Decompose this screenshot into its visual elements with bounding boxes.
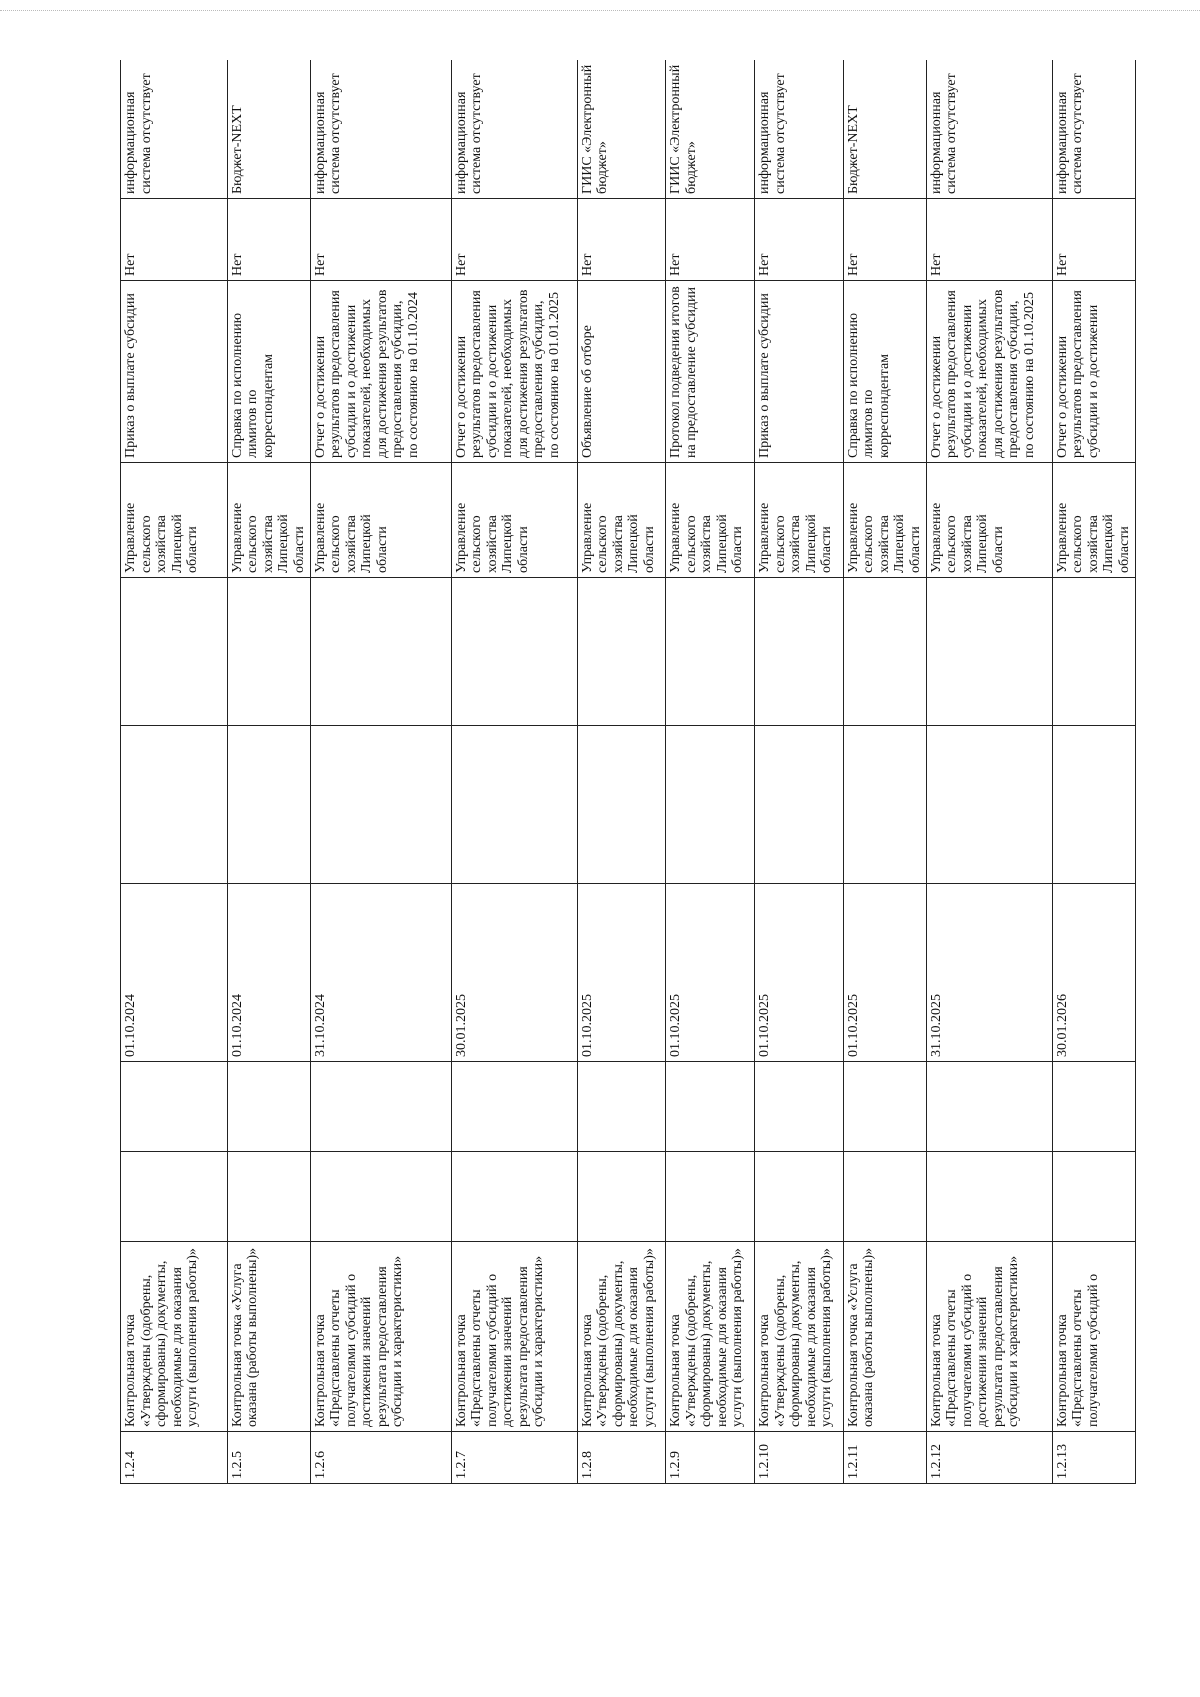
empty-cell [451,1152,577,1242]
flag-value: Нет [451,199,577,281]
deadline-date: 01.10.2024 [227,884,310,1062]
table-row [227,60,310,1484]
row-number: 1.2.13 [1052,1432,1135,1484]
empty-cell [1052,726,1135,884]
information-system: информационная система отсутствует [310,60,451,199]
flag-value: Нет [227,199,310,281]
table-row [451,60,577,1484]
empty-cell [451,1062,577,1152]
responsible-executor: Управление сельского хозяйства Липецкой области [926,463,1052,578]
deadline-date: 01.10.2025 [755,884,844,1062]
empty-cell [121,726,228,884]
empty-cell [755,578,844,726]
empty-cell [310,726,451,884]
table-row [926,60,1052,1484]
confirming-document: Отчет о достижении результатов предоставления субсидии и о достижении [1052,281,1135,463]
empty-cell [843,1152,926,1242]
confirming-document: Отчет о достижении результатов предоставления субсидии и о достижении показателей, необходимых для достижения результатов предоставления субсидии, по состоянию на 01.10.2024 [310,281,451,463]
flag-value: Нет [1052,199,1135,281]
row-number: 1.2.11 [843,1432,926,1484]
flag-value: Нет [843,199,926,281]
control-point-name: Контрольная точка «Утверждены (одобрены, сформированы) документы, необходимые для оказания услуги (выполнения работы)» [121,1242,228,1432]
responsible-executor: Управление сельского хозяйства Липецкой области [666,463,755,578]
row-number: 1.2.10 [755,1432,844,1484]
confirming-document: Справка по исполнению лимитов по корреспондентам [843,281,926,463]
empty-cell [666,726,755,884]
empty-cell [227,726,310,884]
empty-cell [227,1152,310,1242]
information-system: Бюджет-NEXT [843,60,926,199]
confirming-document: Справка по исполнению лимитов по корреспондентам [227,281,310,463]
confirming-document: Объявление об отборе [577,281,666,463]
empty-cell [310,1062,451,1152]
confirming-document: Отчет о достижении результатов предоставления субсидии и о достижении показателей, необходимых для достижения результатов предоставления субсидии, по состоянию на 01.01.2025 [451,281,577,463]
deadline-date: 01.10.2025 [577,884,666,1062]
deadline-date: 31.10.2024 [310,884,451,1062]
empty-cell [926,578,1052,726]
information-system: информационная система отсутствует [1052,60,1135,199]
empty-cell [577,1152,666,1242]
empty-cell [843,578,926,726]
table-row [843,60,926,1484]
empty-cell [451,726,577,884]
empty-cell [577,726,666,884]
empty-cell [577,1062,666,1152]
empty-cell [121,1152,228,1242]
flag-value: Нет [121,199,228,281]
deadline-date: 30.01.2026 [1052,884,1135,1062]
deadline-date: 31.10.2025 [926,884,1052,1062]
table-row [1052,60,1135,1484]
flag-value: Нет [666,199,755,281]
control-point-name: Контрольная точка «Представлены отчеты получателями субсидий о достижении значений результата предоставления субсидии и характеристики» [451,1242,577,1432]
table-wrapper [120,60,1136,1484]
empty-cell [121,578,228,726]
empty-cell [227,578,310,726]
responsible-executor: Управление сельского хозяйства Липецкой области [451,463,577,578]
empty-cell [755,1152,844,1242]
confirming-document: Приказ о выплате субсидии [755,281,844,463]
control-point-name: Контрольная точка «Услуга оказана (работы выполнены)» [843,1242,926,1432]
responsible-executor: Управление сельского хозяйства Липецкой области [577,463,666,578]
empty-cell [843,1062,926,1152]
row-number: 1.2.7 [451,1432,577,1484]
empty-cell [121,1062,228,1152]
control-point-name: Контрольная точка «Утверждены (одобрены, сформированы) документы, необходимые для оказания услуги (выполнения работы)» [755,1242,844,1432]
flag-value: Нет [755,199,844,281]
control-point-name: Контрольная точка «Представлены отчеты получателями субсидий о достижении значений результата предоставления субсидии и характеристики» [926,1242,1052,1432]
empty-cell [310,1152,451,1242]
flag-value: Нет [310,199,451,281]
confirming-document: Отчет о достижении результатов предоставления субсидии и о достижении показателей, необходимых для достижения результатов предоставления субсидии, по состоянию на 01.10.2025 [926,281,1052,463]
information-system: информационная система отсутствует [926,60,1052,199]
control-point-name: Контрольная точка «Представлены отчеты получателями субсидий о достижении значений результата предоставления субсидии и характеристики» [310,1242,451,1432]
responsible-executor: Управление сельского хозяйства Липецкой области [755,463,844,578]
control-point-name: Контрольная точка «Представлены отчеты получателями субсидий о [1052,1242,1135,1432]
deadline-date: 01.10.2024 [121,884,228,1062]
empty-cell [666,578,755,726]
information-system: информационная система отсутствует [121,60,228,199]
empty-cell [577,578,666,726]
rotated-page [120,60,1136,1484]
information-system: ГИИС «Электронный бюджет» [666,60,755,199]
responsible-executor: Управление сельского хозяйства Липецкой области [310,463,451,578]
control-point-name: Контрольная точка «Услуга оказана (работы выполнены)» [227,1242,310,1432]
empty-cell [926,1152,1052,1242]
empty-cell [926,726,1052,884]
responsible-executor: Управление сельского хозяйства Липецкой области [843,463,926,578]
empty-cell [755,1062,844,1152]
empty-cell [227,1062,310,1152]
row-number: 1.2.8 [577,1432,666,1484]
information-system: Бюджет-NEXT [227,60,310,199]
row-number: 1.2.5 [227,1432,310,1484]
empty-cell [926,1062,1052,1152]
control-points-table [120,60,1136,1484]
empty-cell [1052,578,1135,726]
deadline-date: 01.10.2025 [843,884,926,1062]
row-number: 1.2.9 [666,1432,755,1484]
empty-cell [451,578,577,726]
confirming-document: Протокол подведения итогов на предоставление субсидии [666,281,755,463]
table-row [577,60,666,1484]
information-system: ГИИС «Электронный бюджет» [577,60,666,199]
empty-cell [755,726,844,884]
empty-cell [666,1152,755,1242]
responsible-executor: Управление сельского хозяйства Липецкой области [227,463,310,578]
control-point-name: Контрольная точка «Утверждены (одобрены, сформированы) документы, необходимые для оказания услуги (выполнения работы)» [666,1242,755,1432]
table-row [755,60,844,1484]
empty-cell [1052,1062,1135,1152]
responsible-executor: Управление сельского хозяйства Липецкой области [1052,463,1135,578]
deadline-date: 30.01.2025 [451,884,577,1062]
deadline-date: 01.10.2025 [666,884,755,1062]
table-row [310,60,451,1484]
flag-value: Нет [926,199,1052,281]
table-row [666,60,755,1484]
empty-cell [666,1062,755,1152]
scan-edge-line [0,10,1200,11]
table-row [121,60,228,1484]
confirming-document: Приказ о выплате субсидии [121,281,228,463]
responsible-executor: Управление сельского хозяйства Липецкой области [121,463,228,578]
control-point-name: Контрольная точка «Утверждены (одобрены, сформированы) документы, необходимые для оказания услуги (выполнения работы)» [577,1242,666,1432]
flag-value: Нет [577,199,666,281]
row-number: 1.2.6 [310,1432,451,1484]
row-number: 1.2.12 [926,1432,1052,1484]
information-system: информационная система отсутствует [451,60,577,199]
information-system: информационная система отсутствует [755,60,844,199]
row-number: 1.2.4 [121,1432,228,1484]
empty-cell [843,726,926,884]
empty-cell [1052,1152,1135,1242]
empty-cell [310,578,451,726]
